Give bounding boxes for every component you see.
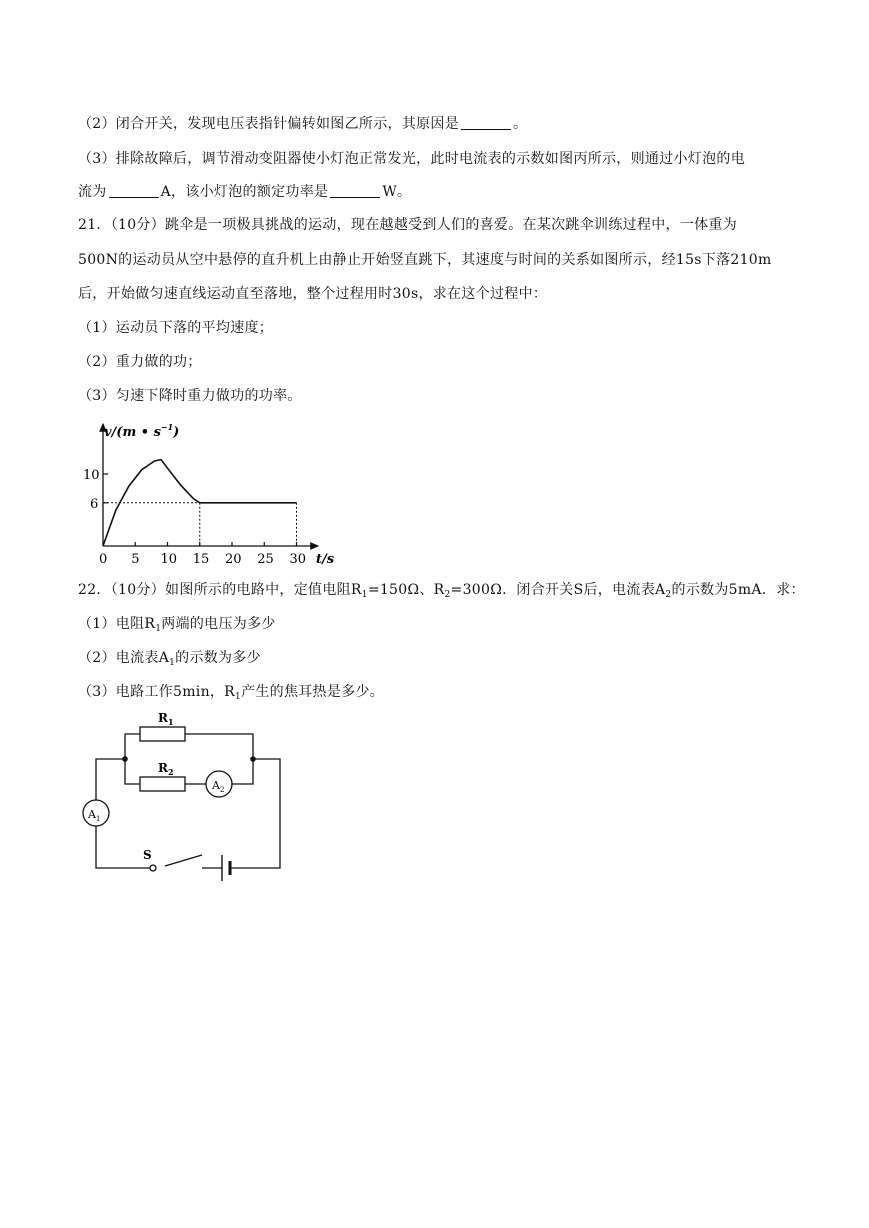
switch-contact xyxy=(150,865,156,871)
r2-label: $R_2$ xyxy=(158,761,174,777)
junction-right xyxy=(250,756,256,762)
x-tick-label: 10 xyxy=(160,552,178,567)
y-tick-label: 6 xyxy=(90,496,99,512)
x-tick-label: 20 xyxy=(225,552,242,567)
q20-part3-line2: 流为 A，该小灯泡的额定功率是 W。 xyxy=(78,184,412,200)
q22-stem: 22．（10分）如图所示的电路中，定值电阻$R_1=150\Omega$、$R_2=300\Omega$．闭合开关S后，电流表$A_2$的示数为5mA．求： xyxy=(78,582,805,600)
svg-text:A1: $A_1$ xyxy=(88,808,101,823)
x-tick-label: 25 xyxy=(257,552,274,567)
q21-stem-line1: 21．（10分）跳伞是一项极具挑战的运动，现在越越受到人们的喜爱。在某次跳伞训练过程中，一体重为 xyxy=(78,217,738,233)
junction-left xyxy=(122,756,128,762)
resistor-r2 xyxy=(140,777,185,791)
q21-sub1: （1）运动员下落的平均速度； xyxy=(78,320,274,336)
r1-label: $R_1$ xyxy=(158,711,174,727)
q20-part2: （2）闭合开关，发现电压表指针偏转如图乙所示，其原因是 。 xyxy=(78,116,528,132)
x-axis-label: t/s xyxy=(316,552,335,567)
velocity-time-graph xyxy=(70,412,350,572)
switch-label: S xyxy=(143,848,152,862)
svg-text:A2: $A_2$ xyxy=(212,779,225,794)
q21-sub3: （3）匀速下降时重力做功的功率。 xyxy=(78,388,302,404)
x-tick-label: 30 xyxy=(289,552,307,567)
q21-stem-line2: 500N的运动员从空中悬停的直升机上由静止开始竖直跳下，其速度与时间的关系如图所示，经15s下落210m xyxy=(78,252,772,268)
x-tick-label: 15 xyxy=(192,552,210,567)
answer-blank[interactable] xyxy=(461,115,511,130)
resistor-r1 xyxy=(140,727,185,741)
q21-sub2: （2）重力做的功； xyxy=(78,354,202,370)
answer-blank[interactable] xyxy=(109,183,159,198)
q22-sub1: （1）电阻$R_1$两端的电压为多少 xyxy=(78,616,276,634)
y-tick-label: 10 xyxy=(83,468,100,483)
circuit-diagram xyxy=(70,705,300,890)
q20-part3-line1: （3）排除故障后，调节滑动变阻器使小灯泡正常发光，此时电流表的示数如图丙所示，则通过小灯泡的电 xyxy=(78,151,746,167)
q22-sub3: （3）电路工作5min，$R_1$产生的焦耳热是多少。 xyxy=(78,684,385,702)
x-tick-label: 0 xyxy=(99,552,108,567)
q21-stem-line3: 后，开始做匀速直线运动直至落地，整个过程用时30s，求在这个过程中： xyxy=(78,286,548,302)
y-axis-label: v/(m • $s^{-1}$) xyxy=(104,422,180,440)
q22-sub2: （2）电流表$A_1$的示数为多少 xyxy=(78,650,261,668)
answer-blank[interactable] xyxy=(330,183,380,198)
x-tick-label: 5 xyxy=(131,552,140,567)
